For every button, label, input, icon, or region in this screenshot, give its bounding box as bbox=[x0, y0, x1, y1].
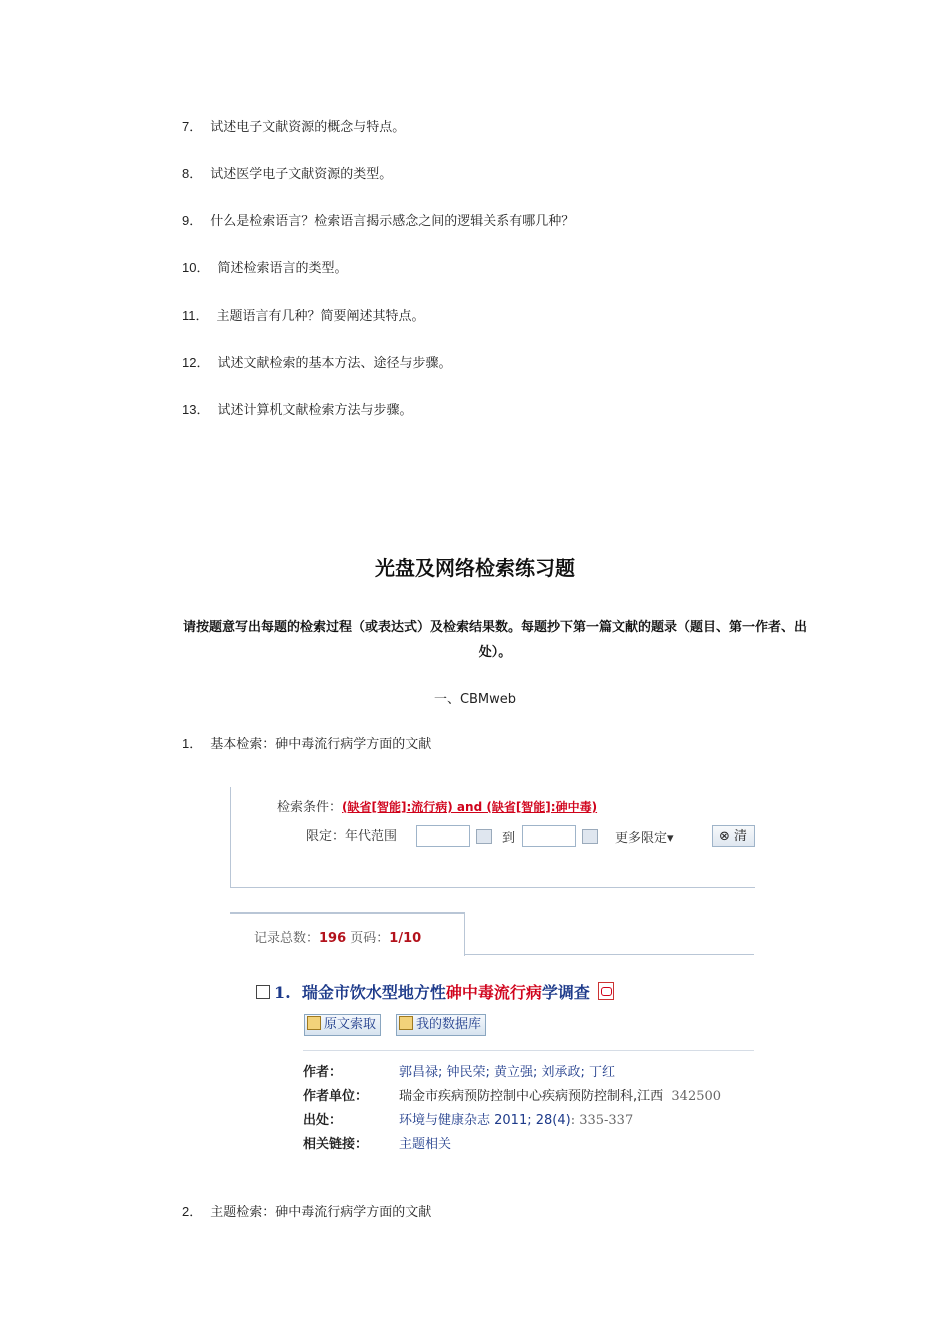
exercise-number: 2． bbox=[182, 1204, 203, 1219]
question-text: 试述医学电子文献资源的类型。 bbox=[210, 167, 393, 182]
document-icon bbox=[307, 1016, 321, 1030]
tab-divider bbox=[464, 954, 754, 955]
title-part: 学调查 bbox=[541, 983, 590, 1002]
result-index: 1. bbox=[274, 983, 291, 1002]
title-highlight: 砷中毒流行病 bbox=[445, 983, 542, 1002]
question-text: 简述检索语言的类型。 bbox=[217, 261, 348, 276]
source-label: 出处： bbox=[303, 1113, 343, 1128]
affiliation-row bbox=[303, 1085, 721, 1104]
source-link[interactable]: 环境与健康杂志 2011; 28(4) bbox=[399, 1113, 571, 1128]
search-condition bbox=[277, 796, 597, 815]
question-text: 试述电子文献资源的概念与特点。 bbox=[210, 120, 406, 135]
question-number: 10． bbox=[182, 260, 210, 275]
question-number: 9． bbox=[182, 213, 203, 228]
condition-label: 检索条件： bbox=[277, 800, 343, 815]
condition-expression[interactable]: (缺省[智能]:流行病) and (缺省[智能]:砷中毒) bbox=[342, 800, 598, 814]
source-row bbox=[303, 1109, 633, 1128]
author-label: 作者： bbox=[303, 1065, 343, 1080]
year-from-input[interactable] bbox=[416, 825, 470, 847]
instruction-text: 请按题意写出每题的检索过程（或表达式）及检索结果数。每题抄下第一篇文献的题录（题目、第一作者、出处）。 bbox=[182, 620, 807, 660]
postcode: 342500 bbox=[671, 1089, 722, 1104]
to-label: 到 bbox=[502, 831, 516, 846]
exercise-1 bbox=[182, 735, 431, 754]
my-database-button[interactable] bbox=[396, 1014, 486, 1036]
affiliation-label: 作者单位： bbox=[303, 1089, 369, 1104]
affiliation-text: 瑞金市疾病预防控制中心疾病预防控制科,江西 bbox=[399, 1089, 664, 1104]
question-11 bbox=[182, 307, 425, 326]
select-checkbox[interactable] bbox=[256, 985, 270, 999]
title-part: 瑞金市饮水型地方性 bbox=[301, 983, 446, 1002]
question-number: 13． bbox=[182, 402, 210, 417]
exercise-text: 基本检索：砷中毒流行病学方面的文献 bbox=[210, 737, 432, 752]
exercise-title: 光盘及网络检索练习题 bbox=[375, 556, 575, 580]
authors-link[interactable]: 郭昌禄; 钟民荣; 黄立强; 刘承政; 丁红 bbox=[399, 1065, 616, 1080]
button-label: 原文索取 bbox=[324, 1017, 377, 1032]
question-7 bbox=[182, 118, 405, 137]
button-label: 我的数据库 bbox=[416, 1017, 482, 1032]
calendar-icon[interactable] bbox=[582, 829, 598, 844]
search-condition-panel bbox=[230, 787, 755, 888]
question-10 bbox=[182, 259, 347, 278]
question-number: 12． bbox=[182, 355, 210, 370]
exercise-number: 1． bbox=[182, 736, 203, 751]
page-label: 页码： bbox=[346, 931, 390, 946]
related-link[interactable]: 主题相关 bbox=[399, 1137, 452, 1152]
section-heading: 一、CBMweb bbox=[433, 692, 517, 707]
cbmweb-screenshot bbox=[230, 787, 754, 1157]
question-number: 11． bbox=[182, 308, 209, 323]
results-summary bbox=[254, 927, 421, 946]
results-tabbar bbox=[230, 912, 754, 956]
more-limits-dropdown[interactable]: 更多限定▾ bbox=[615, 831, 674, 846]
question-number: 7． bbox=[182, 119, 203, 134]
clear-button[interactable]: ⊗ 清 bbox=[712, 825, 755, 847]
related-label: 相关链接： bbox=[303, 1137, 369, 1152]
result-title-row bbox=[256, 980, 614, 1003]
results-tab[interactable] bbox=[230, 912, 465, 956]
question-number: 8． bbox=[182, 166, 203, 181]
question-9 bbox=[182, 212, 574, 231]
calendar-icon[interactable] bbox=[476, 829, 492, 844]
question-13 bbox=[182, 401, 412, 420]
author-row bbox=[303, 1061, 615, 1080]
records-label: 记录总数： bbox=[254, 931, 320, 946]
question-text: 试述文献检索的基本方法、途径与步骤。 bbox=[217, 356, 452, 371]
question-12 bbox=[182, 354, 451, 373]
related-row bbox=[303, 1133, 451, 1152]
fulltext-request-button[interactable] bbox=[304, 1014, 381, 1036]
year-range-label: 年代范围 bbox=[345, 829, 398, 844]
exercise-2 bbox=[182, 1203, 431, 1222]
exercise-text: 主题检索：砷中毒流行病学方面的文献 bbox=[210, 1205, 432, 1220]
document-icon bbox=[399, 1016, 413, 1030]
divider bbox=[303, 1050, 754, 1051]
page-value: 1/10 bbox=[389, 931, 422, 946]
question-text: 什么是检索语言？检索语言揭示感念之间的逻辑关系有哪几种？ bbox=[210, 214, 575, 229]
records-count: 196 bbox=[319, 931, 347, 946]
question-8 bbox=[182, 165, 392, 184]
pdf-icon[interactable] bbox=[598, 982, 614, 1000]
limit-label: 限定： bbox=[306, 829, 346, 844]
result-title-link[interactable] bbox=[302, 983, 590, 1002]
question-text: 主题语言有几种？简要阐述其特点。 bbox=[216, 309, 425, 324]
limit-row bbox=[306, 825, 397, 844]
year-to-input[interactable] bbox=[522, 825, 576, 847]
pages: : 335-337 bbox=[570, 1113, 634, 1128]
question-text: 试述计算机文献检索方法与步骤。 bbox=[217, 403, 413, 418]
